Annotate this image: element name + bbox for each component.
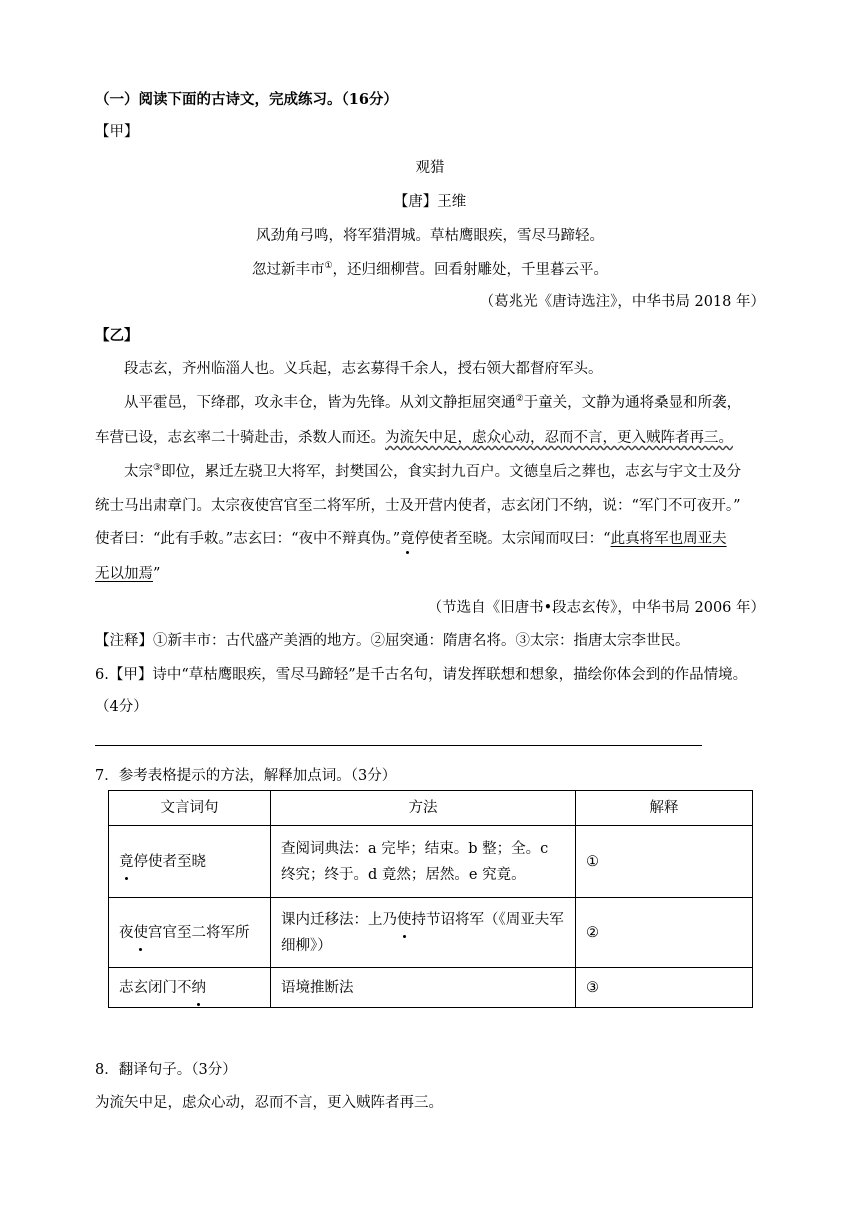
yi-label: 【乙】 — [95, 327, 139, 344]
answer-cell[interactable]: ① — [576, 826, 753, 898]
poem-source: （葛兆光《唐诗选注》，中华书局 2018 年） — [479, 294, 765, 310]
question-7-title: 7．参考表格提示的方法，解释加点词。（3分） — [95, 768, 397, 784]
poem-line-2-end: ，还归细柳营。回看射雕处，千里暮云平。 — [332, 262, 609, 278]
prose-text: 从平霍邑，下绛郡，攻永丰仓，皆为先锋。从刘文静拒屈突通 — [124, 395, 516, 411]
footnote-marker-2: ② — [515, 394, 524, 405]
phrase-text: 宫官至二将军所 — [148, 924, 250, 941]
method-cell — [271, 898, 576, 968]
footnote-marker-3: ③ — [153, 463, 162, 474]
phrase-cell — [109, 826, 271, 898]
prose-source: （节选自《旧唐书•段志玄传》，中华书局 2006 年） — [427, 600, 765, 616]
phrase-text: 志玄闭门不 — [119, 979, 192, 996]
prose-paragraph-3-line-2: 统士马出肃章门。太宗夜使宫官至二将军所，士及开营内使者，志玄闭门不纳，说：“军门不可夜开。” — [95, 498, 741, 514]
phrase-text: 夜 — [119, 924, 134, 941]
prose-text: ” — [153, 566, 161, 582]
underlined-sentence: 无以加焉 — [95, 566, 153, 582]
question-8-title: 8．翻译句子。（3分） — [95, 1062, 237, 1078]
poem-title: 观猎 — [415, 160, 445, 176]
table-header-cell: 文言词句 — [109, 791, 271, 826]
answer-line[interactable] — [95, 745, 702, 746]
poem-line-2-start: 忽过新丰市 — [251, 262, 325, 278]
table-header-row — [109, 791, 753, 826]
dotted-word: 使 — [134, 920, 149, 946]
annotations: 【注释】①新丰市：古代盛产美酒的地方。②屈突通：隋唐名将。③太宗：指唐太宗李世民。 — [95, 633, 690, 649]
dotted-word: 纳 — [192, 975, 207, 1001]
prose-text: 使者曰：“此有手敕。”志玄曰：“夜中不辩真伪。” — [95, 531, 401, 547]
method-cell: 查阅词典法：a 完毕；结束。b 整；全。c 终究；终于。d 竟然；居然。e 究竟。 — [271, 826, 576, 898]
prose-paragraph-3-line-3 — [95, 529, 727, 549]
table-header-cell: 方法 — [271, 791, 576, 826]
prose-paragraph-3-line-1 — [124, 462, 741, 482]
question-6-line-2: （4分） — [95, 699, 148, 715]
footnote-marker-1: ① — [324, 261, 333, 272]
section-title: （一）阅读下面的古诗文，完成练习。（16分） — [95, 91, 398, 108]
dotted-word: 竟 — [400, 531, 415, 547]
method-text: 课内迁移法：上乃 — [281, 911, 397, 928]
phrase-cell — [109, 898, 271, 968]
prose-text: 于童关，文静为通将桑显和所袭， — [523, 395, 742, 411]
answer-cell[interactable]: ③ — [576, 968, 753, 1008]
underlined-sentence: 此真将军也周亚夫 — [610, 531, 727, 547]
table-row — [109, 968, 753, 1008]
dotted-word: 使 — [397, 907, 412, 933]
wavy-underlined-sentence: 为流矢中足，虑众心动，忍而不言，更入贼阵者再三。 — [385, 430, 733, 446]
phrase-cell — [109, 968, 271, 1008]
prose-text: 即位，累迁左骁卫大将军，封樊国公，食实封九百户。文德皇后之葬也，志玄与宇文士及分 — [161, 464, 742, 480]
table-header-cell: 解释 — [576, 791, 753, 826]
prose-text: 车营已设，志玄率二十骑赴击，杀数人而还。 — [95, 430, 385, 446]
method-text: 持节诏将军（《周亚夫军细柳》） — [281, 911, 564, 954]
prose-text: 停使者至晓。太宗闻而叹曰：“ — [414, 531, 611, 547]
prose-paragraph-2-line-2 — [95, 428, 733, 448]
prose-paragraph-1: 段志玄，齐州临淄人也。义兵起，志玄募得千余人，授右领大都督府军头。 — [124, 361, 603, 377]
question-6-line-1: 6.【甲】诗中“草枯鹰眼疾，雪尽马蹄轻”是千古名句，请发挥联想和想象，描绘你体会到的作品情境。 — [95, 667, 748, 683]
table-row — [109, 898, 753, 968]
phrase-text: 停使者至晓 — [133, 853, 206, 870]
method-table — [108, 790, 753, 1008]
poem-line-1: 风劲角弓鸣，将军猎渭城。草枯鹰眼疾，雪尽马蹄轻。 — [256, 228, 604, 244]
poem-author: 【唐】王维 — [393, 194, 467, 210]
prose-paragraph-2-line-1 — [124, 393, 741, 413]
table-row — [109, 826, 753, 898]
prose-paragraph-3-line-4 — [95, 564, 160, 584]
method-cell: 语境推断法 — [271, 968, 576, 1008]
dotted-word: 竟 — [119, 849, 134, 875]
answer-cell[interactable]: ② — [576, 898, 753, 968]
question-8-sentence: 为流矢中足，虑众心动，忍而不言，更入贼阵者再三。 — [95, 1095, 443, 1111]
jia-label: 【甲】 — [95, 124, 139, 140]
poem-line-2 — [0, 260, 860, 280]
prose-text: 太宗 — [124, 464, 153, 480]
